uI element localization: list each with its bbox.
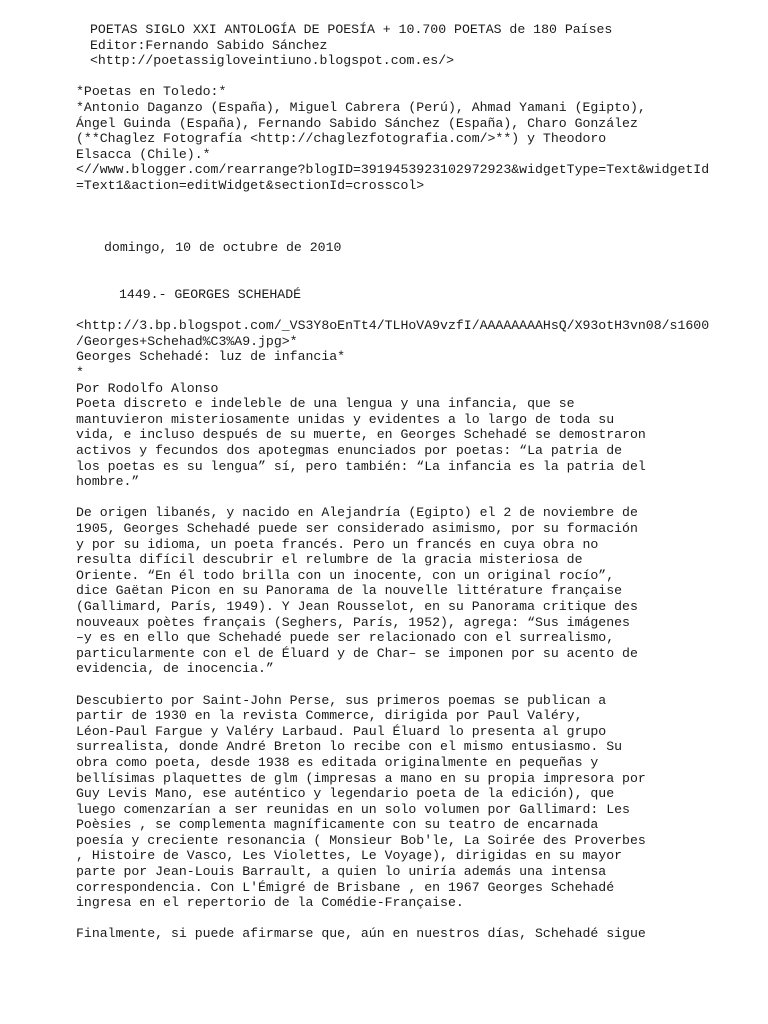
rearrange-link[interactable]: <//www.blogger.com/rearrange?blogID=3919453923102972923&widgetType=Text&widgetId — [76, 162, 710, 178]
paragraph-discovery — [76, 693, 756, 911]
blog-url[interactable]: <http://poetassigloveintiuno.blogspot.com.es/> — [90, 53, 455, 69]
paragraph-origin — [76, 505, 756, 677]
text-line: surrealista, donde André Breton lo recibe con el mismo entusiasmo. Su — [76, 739, 623, 755]
toledo-section — [76, 84, 756, 193]
intro-section — [76, 318, 756, 490]
text-line: , Histoire de Vasco, Les Violettes, Le Voyage), dirigidas en su mayor — [76, 848, 623, 864]
toledo-line: Elsacca (Chile).* — [76, 146, 211, 162]
text-line: evidencia, de inocencia.” — [76, 661, 274, 677]
text-line: ingresa en el repertorio de la Comédie-Française. — [76, 895, 464, 911]
text-line: partir de 1930 en la revista Commerce, dirigida por Paul Valéry, — [76, 708, 583, 724]
text-line: Poèsies , se complementa magníficamente con su teatro de encarnada — [76, 817, 599, 833]
text-line: activos y fecundos dos apotegmas enunciados por poetas: “La patria de — [76, 443, 623, 459]
text-line: * — [76, 365, 84, 381]
text-line: (Gallimard, París, 1949). Y Jean Rousselot, en su Panorama critique des — [76, 598, 638, 614]
text-line: bellísimas plaquettes de glm (impresas a mano en su propia impresora por — [76, 770, 646, 786]
text-line: correspondencia. Con L'Émigré de Brisbane , en 1967 Georges Schehadé — [76, 879, 615, 895]
text-line: y por su idioma, un poeta francés. Pero un francés en cuya obra no — [76, 536, 599, 552]
text-line: –y es en ello que Schehadé puede ser relacionado con el surrealismo, — [76, 630, 615, 646]
toledo-heading: *Poetas en Toledo:* — [76, 84, 227, 100]
text-line: luego comenzarían a ser reunidas en un solo volumen por Gallimard: Les — [76, 801, 630, 817]
text-line: dice Gaëtan Picon en su Panorama de la nouvelle littérature française — [76, 583, 623, 599]
post-date: domingo, 10 de octubre de 2010 — [104, 240, 342, 256]
text-line: Léon-Paul Fargue y Valéry Larbaud. Paul Éluard lo presenta al grupo — [76, 723, 607, 739]
toledo-line: (**Chaglez Fotografía <http://chaglezfotografia.com/>**) y Theodoro — [76, 131, 607, 147]
text-line: 1905, Georges Schehadé puede ser considerado asimismo, por su formación — [76, 521, 638, 536]
text-line: nouveaux poètes français (Seghers, París, 1952), agrega: “Sus imágenes — [76, 614, 630, 630]
text-line: mantuvieron misteriosamente unidas y evidentes a lo largo de toda su — [76, 411, 615, 427]
post-title: 1449.- GEORGES SCHEHADÉ — [119, 287, 302, 303]
article-title: Georges Schehadé: luz de infancia* — [76, 349, 346, 365]
text-line: resulta difícil descubrir el relumbre de la gracia misteriosa de — [76, 552, 583, 568]
rearrange-link-cont[interactable]: =Text1&action=editWidget&sectionId=crosscol> — [76, 177, 425, 193]
text-line: los poetas es su lengua” sí, pero también: “La infancia es la patria del — [76, 458, 646, 474]
text-line: Guy Levis Mano, ese auténtico y legendario poeta de la edición), que — [76, 786, 615, 802]
image-link[interactable]: <http://3.bp.blogspot.com/_VS3Y8oEnTt4/TLHoVA9vzfI/AAAAAAAAHsQ/X93otH3vn08/s1600 — [76, 318, 710, 334]
toledo-line: *Antonio Daganzo (España), Miguel Cabrera (Perú), Ahmad Yamani (Egipto), — [76, 99, 646, 115]
text-line: hombre.” — [76, 474, 140, 490]
text-line: poesía y creciente resonancia ( Monsieur Bob'le, La Soirée des Proverbes — [76, 832, 646, 848]
text-line: vida, e incluso después de su muerte, en Georges Schehadé se demostraron — [76, 427, 646, 443]
text-line: De origen libanés, y nacido en Alejandría (Egipto) el 2 de noviembre de — [76, 505, 638, 521]
author-byline: Por Rodolfo Alonso — [76, 380, 219, 396]
text-line: obra como poeta, desde 1938 es editada originalmente en pequeñas y — [76, 754, 599, 770]
blog-title: POETAS SIGLO XXI ANTOLOGÍA DE POESÍA + 10.700 POETAS de 180 Países — [90, 22, 613, 37]
paragraph-finally — [76, 926, 756, 942]
toledo-line: Ángel Guinda (España), Fernando Sabido Sánchez (España), Charo González — [76, 115, 638, 131]
text-line: Poeta discreto e indeleble de una lengua y una infancia, que se — [76, 396, 575, 412]
blog-editor: Editor:Fernando Sabido Sánchez — [90, 37, 328, 53]
image-link-cont[interactable]: /Georges+Schehad%C3%A9.jpg>* — [76, 333, 298, 349]
document-page — [76, 22, 756, 942]
text-line: Finalmente, si puede afirmarse que, aún en nuestros días, Schehadé sigue — [76, 926, 646, 942]
text-line: particularmente con el de Éluard y de Char– se imponen por su acento de — [76, 645, 638, 661]
blog-header — [76, 22, 756, 69]
text-line: Oriente. “En él todo brilla con un inocente, con un original rocío”, — [76, 567, 615, 583]
text-line: parte por Jean-Louis Barrault, a quien lo uniría además una intensa — [76, 864, 607, 880]
text-line: Descubierto por Saint-John Perse, sus primeros poemas se publican a — [76, 692, 607, 708]
